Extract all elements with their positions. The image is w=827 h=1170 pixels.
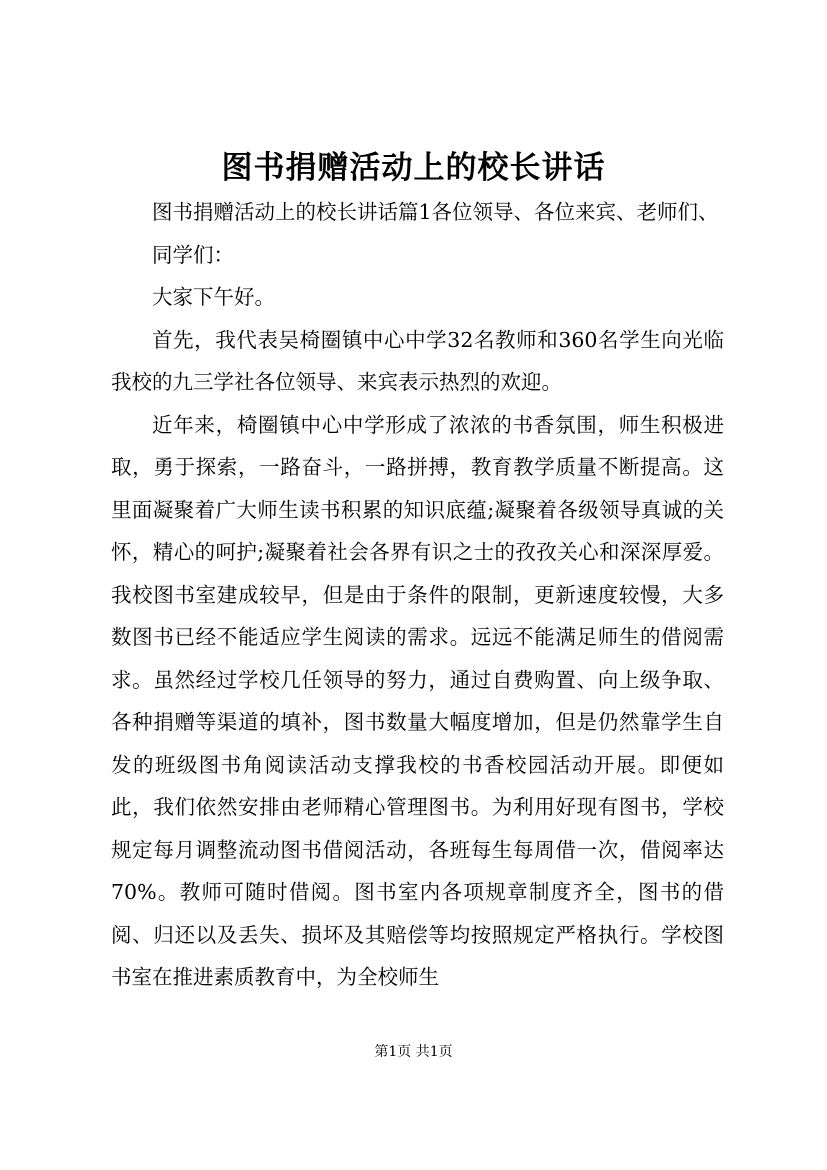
document-body: [111, 191, 724, 999]
paragraph: 图书捐赠活动上的校长讲话篇1各位领导、各位来宾、老师们、: [152, 200, 719, 224]
paragraph: 首先，我代表吴椅圈镇中心中学32名教师和360名学生向光临我校的九三学社各位领导、来宾表示热烈的欢迎。: [111, 327, 724, 394]
paragraph: 近年来，椅圈镇中心中学形成了浓浓的书香氛围，师生积极进取，勇于探索，一路奋斗，一路拼搏，教育教学质量不断提高。这里面凝聚着广大师生读书积累的知识底蕴;凝聚着各级领导真诚的关怀，精心的呵护;凝聚着社会各界有识之士的孜孜关心和深深厚爱。我校图书室建成较早，但是由于条件的限制，更新速度较慢，大多数图书已经不能适应学生阅读的需求。远远不能满足师生的借阅需求。虽然经过学校几任领导的努力，通过自费购置、向上级争取、各种捐赠等渠道的填补，图书数量大幅度增加，但是仍然靠学生自发的班级图书角阅读活动支撑我校的书香校园活动开展。即便如此，我们依然安排由老师精心管理图书。为利用好现有图书，学校规定每月调整流动图书借阅活动，各班每生每周借一次，借阅率达70%。教师可随时借阅。图书室内各项规章制度齐全，图书的借阅、归还以及丢失、损坏及其赔偿等均按照规定严格执行。学校图书室在推进素质教育中，为全校师生: [111, 412, 724, 989]
document-title: 图书捐赠活动上的校长讲话: [221, 150, 606, 186]
page-footer: 第1页 共1页: [374, 1044, 453, 1060]
paragraph: 大家下午好。: [152, 285, 275, 309]
paragraph: 同学们：: [152, 242, 234, 267]
